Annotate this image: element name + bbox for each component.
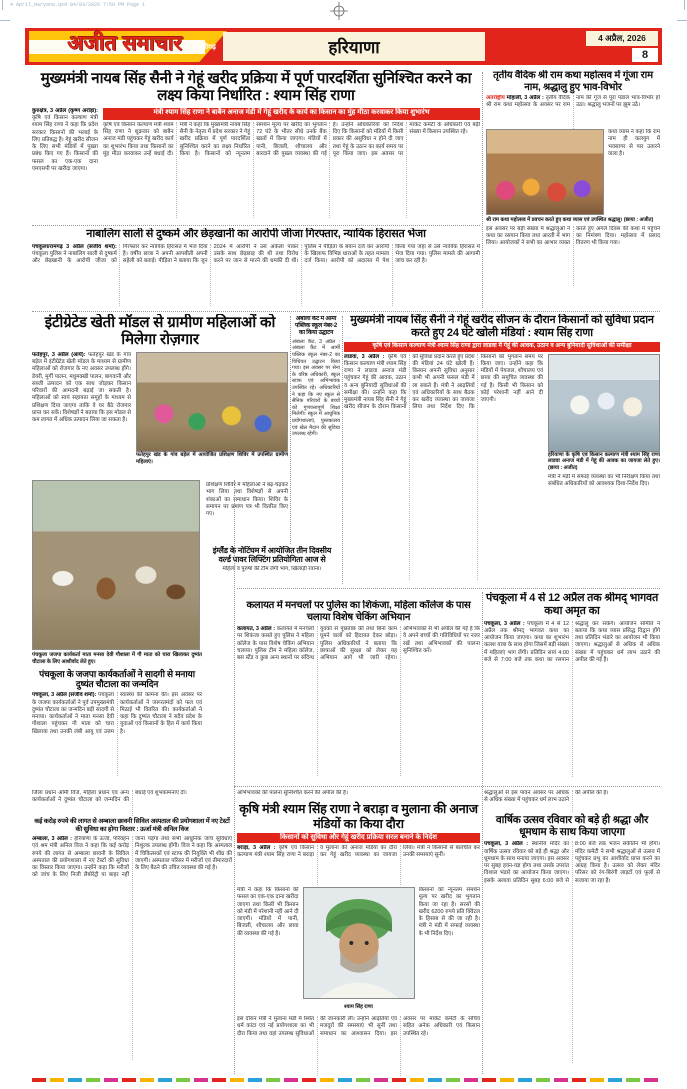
body-text: कलायत में मनचलों पर शिकंजा कसते हुए पुलिस ने महिला कॉलेज के पास विशेष चेकिंग अभियान चलाया। पुलिस टीम ने महिला कॉलेज, बस स्टैंड व कुछ अन्य स्थानों पर संदिग्ध युवकों से पूछताछ की तथा बिना काम घूमने वालों को हिदायत देकर छोड़ा। पुलिस अधिकारियों ने बताया कि छात्राओं की सुरक्षा को लेकर यह अभियान आगे भी जारी रहेगा। अभिभावकों से भी अपील की गई है कि वे अपने बच्चों की गतिविधियों पर नजर रखें तथा अभिभावकों की पालना सुनिश्चित करें। [237,626,480,662]
article-headline: अंबाला कैंट में आर्मी पब्लिक स्कूल नंबर-2 का किया उद्घाटन [294,316,337,336]
photo-caption: श्री राम कथा महोत्सव में प्रवचन करते हुए कथा व्यास एवं उपस्थित श्रद्धालु। (छाया : अजीत) [486,217,654,224]
article-jajpa-birthday [32,480,202,784]
article-body [32,244,480,306]
article-body [237,626,480,776]
dateline: बराड़ा, 3 अप्रैल : [237,845,276,851]
dateline: अम्बाला, 3 अप्रैल : [32,836,72,843]
article-ambala-hospital [32,790,232,1076]
article-body [32,836,232,1060]
article-subhead-strip: कृषि एवं किसान कल्याण मंत्री श्याम सिंह राणा द्वारा लाडवा में गेहूं की आवक, उठान व अन्य बुनियादी सुविधाओं की समीक्षा [344,342,660,352]
article-body-bottom: इस दौरान मंत्री ने मुलाना मंडी में स्थित धर्म कांटा एवं नई प्रयोगशाला का भी दौरा किया तथा वहां उपलब्ध सुविधाओं की जानकारी ली। उन्होंने आढ़तियों एवं मजदूरों की समस्याएं भी सुनीं तथा समाधान का आश्वासन दिया। इस अवसर पर मार्केट कमेटी के सचिव सहित अनेक अधिकारी एवं किसान उपस्थित रहे। [237,1016,480,1037]
section-divider [32,225,480,226]
article-headline: इंटीग्रेटेड खेती मॉडल से ग्रामीण महिलाओं को मिलेगा रोज़गार [44,314,276,349]
dateline: पंचकूला/रामगढ़ 3 अप्रैल (संजीव शर्मा): [32,243,117,250]
dateline: पंचकूला, 3 अप्रैल (संजीव शर्मा): [32,692,97,699]
article-body [32,692,202,776]
article-cm-wheat [32,70,480,224]
dateline: पंचकूला, 3 अप्रैल : [484,620,525,627]
section-divider [234,786,660,787]
body-text: पंचकूला पुलिस ने नाबालिग साली से दुष्कर्म और छेड़खानी के आरोपी जीजा को गिरफ्तार कर न्यायिक हिरासत में भेज दिया है। वर्षीय छात्रा ने अपनी आपबीती अपनी सहेली को बताई। पीड़िता ने बताया कि जून 2024 में आरोपी ने उसे अकेला पाकर उसके साथ छेड़छाड़ की थी तथा विरोध करने पर जान से मारने की धमकी दी थी। पुलिस ने पीड़िता के बयान दर्ज कर आरोपी के खिलाफ विभिन्न धाराओं के तहत मामला दर्ज किया। आरोपी को अदालत में पेश किया गया जहां से उसे न्यायिक हिरासत में भेज दिया गया। पुलिस मामले की आगामी जांच कर रही है। [32,243,480,265]
article-body: महिला व पुरुषों की टीम लेगी भाग, खिलाड़ी रवाना। [222,565,322,572]
article-nabalig [32,228,480,310]
article-ambala-school [292,316,340,544]
article-body: इस अवसर पर बड़ी संख्या में श्रद्धालुओं ने कथा का रसपान किया तथा आरती में भाग लिया। आयोजकों ने सभी का आभार व्यक्त करते हुए अगले दिवस की कथा में पहुंचने का निमंत्रण दिया। महोत्सव में प्रसाद वितरण भी किया गया। [486,225,660,247]
article-headline: नाबालिग साली से दुष्कर्म और छेड़खानी का आरोपी जीजा गिरफ्तार, न्यायिक हिरासत भेजा [86,228,426,240]
body-text: फतेहपुर खंड के गांव बड़ेल में इंटीग्रेटेड खेती मॉडल के माध्यम से ग्रामीण महिलाओं को रोजगार के नए अवसर उपलब्ध होंगे। डेयरी, मुर्गी पालन, मधुमक्खी पालन, बागवानी और सब्जी उत्पादन को एक साथ जोड़कर किसान परिवारों की आमदनी बढ़ाई जा सकती है। महिलाओं को स्वयं सहायता समूहों के माध्यम से प्रशिक्षण दिया जाएगा ताकि वे घर बैठे रोजगार प्राप्त कर सकें। विशेषज्ञों ने बताया कि इस मॉडल से कम लागत में अधिक उत्पादन लिया जा सकता है। [32,351,131,424]
section-title: हरियाणा [223,32,485,61]
article-kalayat-police [237,600,480,785]
article-body-continued: मंत्री ने मंडी में सफाई व्यवस्था का भी निरीक्षण किया तथा संबंधित अधिकारियों को आवश्यक दिशा-निर्देश दिए। [548,473,660,487]
portrait-caption: श्याम सिंह राणा [344,1004,373,1010]
photo-gaushala-cattle [32,480,200,650]
article-headline: पंचकूला में 4 से 12 अप्रैल तक श्रीमद् भागवत कथा अमृत का [485,592,659,617]
article-varshik-utsav [484,790,660,1076]
crop-mark [0,20,10,21]
article-integrated-continued: प्रशिक्षण शिविर में महिलाओं ने बढ़-चढ़कर भाग लिया तथा विशेषज्ञों से अपनी शंकाओं का समाधान किया। शिविर के समापन पर प्रमाण पत्र भी वितरित किए गए। [206,482,288,517]
photo-caption: फतेहपुर खंड के गांव बड़ेल में आयोजित प्रशिक्षण शिविर में उपस्थित ग्रामीण महिलाएं। [136,451,288,465]
dateline: कुरुक्षेत्र, 3 अप्रैल (कृष्ण अरोड़ा): [32,107,98,114]
inline-red-label: अंतर्राष्ट्रीय [486,95,505,102]
article-subhead-strip: मंत्री श्याम सिंह राणा ने बाबैन अनाज मंडी में गेहूं खरीद के कार्य का किसान का मुंह मीठा करवाकर किया शुभारंभ [103,108,480,120]
article-body: कृषि एवं किसान कल्याण मंत्री श्याम सिंह राणा ने शुक्रवार को बाबैन अनाज मंडी पहुंचकर गेहूं खरीद कार्य का शुभारंभ किया तथा किसानों का मुंह मीठा करवाकर उन्हें बधाई दी। मंत्री ने कहा कि मुख्यमंत्री नायब सिंह सैनी के नेतृत्व में प्रदेश सरकार ने गेहूं खरीद प्रक्रिया में पूर्ण पारदर्शिता सुनिश्चित करने का लक्ष्य निर्धारित किया है। किसानों को न्यूनतम समर्थन मूल्य पर खरीद का भुगतान 72 घंटे के भीतर सीधे उनके बैंक खातों में किया जाएगा। मंडियों में पानी, बिजली, शौचालय और बारदाने की पुख्ता व्यवस्था की गई है। उन्होंने अधिकारियों को निर्देश दिए कि किसानों को मंडियों में किसी प्रकार की असुविधा न होने दी जाए तथा गेहूं के उठान का कार्य समय पर पूरा किया जाए। इस अवसर पर मार्केट कमेटी के अधिकारी एवं बड़ी संख्या में किसान उपस्थित रहे। [103,121,480,157]
article-headline: तृतीय वैदिक श्री राम कथा महोत्सव में गूंजा राम नाम, श्रद्धालु हुए भाव-विभोर [493,70,653,93]
beside-photo-text: कथा व्यास ने कहा कि राम नाम ही कलयुग में भवसागर से पार उतारने वाला है। [608,129,660,157]
intro-text: कृषि एवं किसान कल्याण मंत्री श्याम सिंह राणा ने बराड़ा व मुलाना की अनाज मंडियों का दौरा कर गेहूं खरीद व्यवस्था का जायजा लिया। मंत्री ने किसानों से बातचीत कर उनकी समस्याएं सुनीं। [237,845,480,859]
dateline: कलायत, 3 अप्रैल : [237,626,276,633]
column-divider [482,592,483,1074]
photo-ram-katha [486,129,604,215]
article-headline: कृषि मंत्री श्याम सिंह राणा ने बराड़ा व मुलाना की अनाज मंडियों का किया दौरा [239,802,478,831]
crop-mark [2,0,3,10]
crop-mark [677,20,687,21]
lead-text: कृषि एवं किसान कल्याण मंत्री श्याम सिंह राणा ने कहा कि प्रदेश सरकार किसानों की भलाई के लिए प्रतिबद्ध है। गेहूं खरीद सीजन के लिए सभी मंडियों में पुख्ता प्रबंध किए गए हैं। किसानों की फसल का एक-एक दाना एमएसपी पर खरीदा जाएगा। [32,115,98,172]
body-text: पंचकूला के जजपा कार्यकर्ताओं ने पूर्व उपमुख्यमंत्री दुष्यंत चौटाला का जन्मदिन बड़ी सादगी से मनाया। कार्यकर्ताओं ने माता मनसा देवी गौशाला पहुंचकर गौ माता को चारा खिलाया तथा उनकी लंबी आयु एवं उत्तम स्वास्थ्य की कामना की। इस अवसर पर कार्यकर्ताओं ने जरूरतमंदों को फल एवं मिठाई भी वितरित की। कार्यकर्ताओं ने कहा कि दुष्यंत चौटाला ने सदैव प्रदेश के युवाओं एवं किसानों के हित में कार्य किया है। [32,692,202,735]
article-integrated-farming [32,314,288,478]
article-headline: पंचकूला के जजपा कार्यकर्ताओं ने सादगी से मनाया दुष्यंत चौटाला का जन्मदिन [39,668,195,689]
column-divider [290,316,291,544]
article-cm-24hr-mandi [344,314,660,586]
registration-mark-icon [330,2,348,20]
intro-text: तृतीय वैदिक श्री राम कथा महोत्सव के अवसर पर राम नाम की गूंज से पूरा पंडाल भाव-विभोर हो उठा। श्रद्धालु भजनों पर झूम उठे। [486,95,660,109]
article-intro [486,95,660,129]
dateline: पंचकूला, 3 अप्रैल : [484,841,529,848]
body-left-column: मंत्री ने कहा कि किसानों की फसल का एक-एक दाना खरीदा जाएगा तथा किसी भी किसान को मंडी में परेशानी नहीं आने दी जाएगी। मंडियों में पानी, बिजली, शौचालय और छाया की व्यवस्था की गई है। [237,887,299,937]
article-body [32,352,131,470]
edition-label: चंडीगढ़ [198,44,216,51]
photo-training-camp-women [136,352,288,452]
article-headline: इंग्लैंड के नोटिंघम में आयोजित तीन दिवसीय वर्ल्ड पावर लिफ्टिंग प्रतियोगिता आज से [212,546,332,565]
article-lead-column [32,108,98,218]
article-headline: मुख्यमंत्री नायब सिंह सैनी ने गेहूं खरीद सीजन के दौरान किसानों को सुविधा प्रदान करते हुए 24 घंटे खोली मंडियां : श्याम सिंह राणा [350,314,654,339]
bottom-colour-strip [32,1078,660,1082]
article-bhagwat-katha [484,592,660,785]
article-subhead-strip: किसानों को सुविधा और गेहूं खरीद प्रक्रिया सरल बनाने के निर्देश [237,833,480,843]
article-headline: कई करोड़ रुपये की लागत से अम्बाला छावनी सिविल अस्पताल की प्रयोगशाला में नए टेस्टों की सुविधा का होगा विस्तार : ऊर्जा मंत्री अनिल विज [34,818,230,833]
column-divider [482,72,483,308]
body-text: स्थानीय मंदिर का वार्षिक उत्सव रविवार को बड़े ही श्रद्धा और धूमधाम के साथ मनाया जाएगा। इस अवसर पर सुबह हवन-यज्ञ होगा तथा उसके उपरांत विशाल भंडारे का आयोजन किया जाएगा। इसके अलावा प्रतिदिन सुबह 6:00 बजे से 8:00 बजे तक भजन संकीर्तन भी होगा। मंदिर कमेटी ने सभी श्रद्धालुओं से उत्सव में पहुंचकर प्रभु का आशीर्वाद प्राप्त करने का आग्रह किया है। उत्सव को लेकर मंदिर परिसर को रंग-बिरंगी लाइटों एवं फूलों से सजाया जा रहा है। [484,841,660,884]
body-right-column: किसानों को न्यूनतम समर्थन मूल्य पर खरीद का भुगतान किया जा रहा है। सरसों की खरीद 6200 रुपये प्रति क्विंटल के हिसाब से की जा रही है। मंत्री ने मंडी में सफाई व्यवस्था के भी निर्देश दिए। [418,887,480,937]
pre-text: श्रद्धालुओं से इस पावन अवसर पर अधिक से अधिक संख्या में पहुंचकर धर्म लाभ उठाने की अपील की है। [484,790,609,804]
section-divider [237,588,660,589]
crop-mark [684,0,685,10]
section-divider [32,311,660,312]
article-headline: कलायत में मनचलों पर पुलिस का शिकंजा, महिला कॉलेज के पास चलाया विशेष चेकिंग अभियान [246,600,471,623]
article-body [344,354,543,580]
photo-minister-mandi-visit [548,354,660,452]
page-number: 8 [632,48,658,62]
dateline: लाडवा, 3 अप्रैल : [344,353,385,360]
dateline: मोहाली, 3 अप्रैल : [506,95,544,102]
article-headline: वार्षिक उत्सव रविवार को बड़े ही श्रद्धा और धूमधाम के साथ किया जाएगा [495,814,649,839]
date-label: 4 अप्रैल, 2026 [586,31,658,46]
article-body [484,841,660,1063]
article-intro [237,845,480,885]
photo-caption: हरियाणा के कृषि एवं किसान कल्याण मंत्री श्याम सिंह राणा लाडवा अनाज मंडी में गेहूं की आवक का जायजा लेते हुए। (छाया : अजीत) [548,451,660,471]
article-ram-katha [486,70,660,310]
pre-text: जिला प्रधान ओमी विज, महिला प्रधान एवं अन्य कार्यकर्ताओं ने दुष्यंत चौटाला को जन्मदिन की बधाई एवं शुभकामनाएं दीं। [32,790,187,804]
article-headline: मुख्यमंत्री नायब सिंह सैनी ने गेहूं खरीद प्रक्रिया में पूर्ण पारदर्शिता सुनिश्चित करने का लक्ष्य किया निर्धारित : श्याम सिंह राणा [40,70,472,105]
column-divider [234,480,235,1074]
paper-name: अजीत समाचार [67,32,183,55]
photo-caption: पंचकूला जजपा कार्यकर्ता माता मनसा देवी गौशाला में गौ माता को चारा खिलाकर दुष्यंत चौटाला के लिए आशीर्वाद लेते हुए। [32,652,202,665]
dateline: फतेहपुर, 3 अप्रैल (आर्य): [32,351,86,358]
body-text: हरियाणा के ऊर्जा, परिवहन एवं श्रम मंत्री अनिल विज ने कहा कि कई करोड़ रुपये की लागत से अम्बाला छावनी के सिविल अस्पताल की प्रयोगशाला में नए टेस्टों की सुविधा का विस्तार किया जाएगा। उन्होंने कहा कि मरीजों को जांच के लिए निजी लैबोरेट्री या बाहर नहीं जाना पड़ेगा तथा सभी आधुनिक जांच सुविधाएं निशुल्क उपलब्ध होंगी। विज ने कहा कि अस्पताल में चिकित्सकों एवं स्टाफ की नियुक्ति भी शीघ्र की जाएगी। अस्पताल परिसर में मरीजों एवं तीमारदारों के लिए बैठने की उचित व्यवस्था की गई है। [32,836,232,879]
article-body [484,621,660,777]
prepress-info-line: 4 April_Haryana.qxd 04/03/2026 7:50 PM Page 1 [10,2,146,8]
body-text: कृषि एवं किसान कल्याण मंत्री श्याम सिंह राणा ने लाडवा अनाज मंडी पहुंचकर गेहूं की आवक, उठान व अन्य बुनियादी सुविधाओं की समीक्षा की। उन्होंने कहा कि मुख्यमंत्री नायब सिंह सैनी ने गेहूं खरीद सीजन के दौरान किसानों को सुविधा प्रदान करते हुए प्रदेश की मंडियां 24 घंटे खोली हैं। किसान अपनी सुविधा अनुसार कभी भी अपनी फसल मंडी में ला सकते हैं। मंत्री ने आढ़तियों एवं अधिकारियों के साथ बैठक कर खरीद व्यवस्था का जायजा लिया तथा निर्देश दिए कि किसानों को भुगतान समय पर किया जाए। उन्होंने कहा कि मंडियों में पेयजल, शौचालय एवं छाया की समुचित व्यवस्था की गई है। किसी भी किसान को कोई परेशानी नहीं आने दी जाएगी। [344,353,543,411]
masthead [25,28,662,65]
article-krishi-mantri-tour [237,790,480,1076]
pre-text: अभिभावकों की पालना सुनिश्चित करने की अपील की है। [237,790,349,796]
photo-portrait-shyam-singh-rana [303,887,415,999]
body-text: पंचकूला में 4 से 12 अप्रैल तक श्रीमद् भागवत कथा का आयोजन किया जाएगा। कथा का शुभारंभ कलश यात्रा के साथ होगा जिसमें बड़ी संख्या में महिलाएं भाग लेंगी। प्रतिदिन सायं 4:00 बजे से 7:00 बजे तक कथा का रसपान श्रद्धालु कर सकेंगे। आयोजन समिति ने बताया कि कथा व्यास प्रसिद्ध विद्वान होंगे तथा प्रतिदिन भंडारे का आयोजन भी किया जाएगा। श्रद्धालुओं से अधिक से अधिक संख्या में पहुंचकर धर्म लाभ उठाने की अपील की गई है। [484,620,660,663]
article-body: अंबाला कैंट, 3 अप्रैल : अंबाला कैंट में आर्मी पब्लिक स्कूल नंबर-2 का विधिवत उद्घाटन किया गया। इस अवसर पर सेना के वरिष्ठ अधिकारी, स्कूल स्टाफ एवं अभिभावक उपस्थित रहे। अधिकारियों ने कहा कि नए स्कूल से सैनिक परिवारों के बच्चों को गुणवत्तापूर्ण शिक्षा मिलेगी। स्कूल में आधुनिक प्रयोगशालाएं, पुस्तकालय एवं खेल मैदान की सुविधा उपलब्ध रहेगी। [292,338,340,438]
column-divider [342,316,343,584]
